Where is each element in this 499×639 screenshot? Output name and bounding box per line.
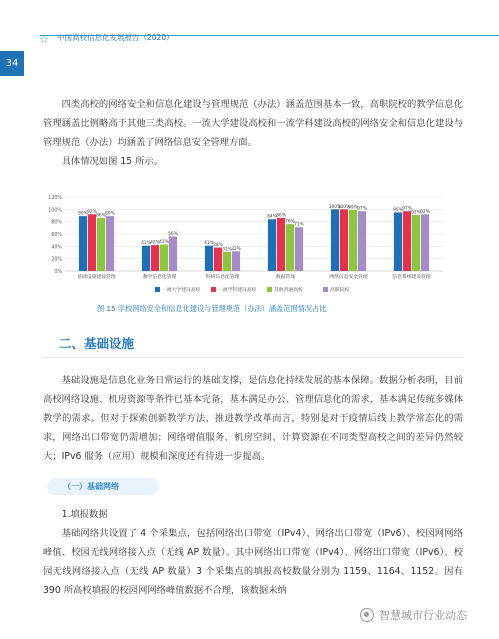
bar: [403, 211, 411, 271]
watermark: [360, 607, 467, 623]
data-label: 84%: [267, 214, 277, 220]
figure-caption: 图 15 学校网络安全和信息化建设与管理规范（办法）涵盖范围情况占比: [97, 304, 327, 313]
bar: [151, 245, 159, 271]
subsection-heading: （一）基础网络: [47, 478, 159, 495]
x-tick-label: 信息系统建设管理: [392, 275, 431, 280]
bar: [169, 236, 177, 271]
bar: [277, 218, 285, 271]
bar: [106, 216, 114, 271]
bar: [223, 252, 231, 271]
bar: [142, 246, 150, 271]
bar: [412, 215, 420, 271]
data-label: 86%: [96, 213, 106, 219]
y-tick-label: 120%: [48, 196, 62, 201]
paragraph-4: 1.填报数据: [61, 509, 108, 520]
data-label: 42%: [150, 240, 160, 246]
section-rule: [43, 357, 463, 358]
section-heading: 二、基础设施: [59, 336, 135, 351]
data-label: 92%: [87, 209, 97, 215]
bar: [79, 216, 87, 271]
data-label: 100%: [337, 204, 351, 210]
bar: [214, 248, 222, 271]
data-label: 43%: [159, 239, 169, 245]
bar: [286, 224, 294, 271]
x-tick-label: 网络信息安全管理: [329, 275, 368, 280]
data-label: 91%: [411, 210, 421, 216]
y-tick-label: 80%: [51, 220, 62, 226]
legend-label: 一流学科建设高校: [218, 288, 257, 293]
chart-svg: [43, 193, 451, 303]
x-tick-label: 基础设施建设管理: [77, 275, 116, 280]
x-tick-label: 教学信息化管理: [142, 275, 177, 280]
legend-label: 其他普通高校: [274, 288, 303, 293]
bar: [232, 251, 240, 271]
data-label: 32%: [231, 246, 241, 252]
y-tick-label: 40%: [51, 245, 62, 251]
x-tick-label: 数据管理: [275, 275, 296, 280]
bar: [295, 227, 303, 271]
data-label: 38%: [213, 243, 223, 249]
data-label: 97%: [357, 206, 367, 212]
paragraph-1: 四类高校的网络安全和信息化建设与管理规范（办法）涵盖范围基本一致，高职院校的教学信息化管理涵盖比例略高于其他三类高校。一流大学建设高校和一流学科建设高校的网络安全和信息化建设与管理规范（办法）均涵盖了网络信息安全管理方面。: [43, 99, 463, 148]
watermark-text: 智慧城市行业动态: [379, 609, 467, 622]
y-tick-label: 100%: [48, 208, 62, 214]
data-label: 86%: [276, 213, 286, 219]
legend-swatch: [267, 287, 272, 292]
data-label: 31%: [222, 247, 232, 253]
page-number: 34: [0, 51, 24, 76]
data-label: 92%: [420, 209, 430, 215]
data-label: 56%: [168, 231, 178, 237]
data-label: 89%: [78, 211, 88, 217]
data-label: 95%: [393, 207, 403, 213]
y-tick-label: 20%: [51, 257, 62, 263]
bar: [205, 246, 213, 271]
data-label: 76%: [285, 219, 295, 225]
paragraph-3: 基础设施是信息化业务日常运行的基础支撑，是信息化持续发展的基本保障。数据分析表明，目前高校网络设施、机房资源等条件已基本完备，基本满足办公、管理信息化的需求，基本满足传统多媒体教学的需求。但对于探索创新教学方法、推进教学改革而言，特别是对于疫情后线上教学常态化的需求，网络出口带宽仍需增加；网络增值服务、机房空间、计算资源在不同类型高校之间的差异仍然较大；IPv6 服务（应用）规模和深度还有待进一步提高。: [43, 375, 463, 462]
bar: [421, 214, 429, 271]
bar: [349, 210, 357, 271]
bar: [340, 209, 348, 271]
data-label: 71%: [294, 222, 304, 228]
paragraph-5: 基础网络共设置了 4 个采集点，包括网络出口带宽（IPv4）、网络出口带宽（IPv6）、校园网网络峰值、校园无线网络接入点（无线 AP 数量）。其中网络出口带宽（IPv4）、网络出口带宽（IPv6）、校园无线网络接入点（无线 AP 数量）3 个采集点的填报高校数量分别为 1159、1164、1152。因有 390 所高校填报的校园网网络峰值数据不合理，该数据未纳: [43, 528, 463, 596]
bar: [160, 244, 168, 271]
paragraph-2: 具体情况如图 15 所示。: [61, 156, 164, 167]
data-label: 41%: [204, 241, 214, 247]
data-label: 89%: [105, 211, 115, 217]
wechat-icon: [360, 608, 374, 622]
bar: [268, 219, 276, 271]
bar: [331, 209, 339, 271]
data-label: 97%: [402, 206, 412, 212]
bar: [358, 211, 366, 271]
star-icon: ☆: [39, 33, 49, 46]
legend-swatch: [323, 287, 328, 292]
legend-label: 高职院校: [330, 288, 350, 293]
data-label: 99%: [348, 205, 358, 211]
bar: [88, 214, 96, 271]
bar: [394, 212, 402, 271]
bar: [97, 218, 105, 271]
legend-swatch: [155, 287, 160, 292]
x-tick-label: 科研信息化管理: [205, 275, 240, 280]
running-header: 中国高校信息化发展报告（2020）: [57, 33, 174, 42]
y-tick-label: 0%: [54, 270, 62, 275]
bar-chart: [43, 193, 451, 303]
data-label: 100%: [328, 204, 342, 210]
legend-label: 一流大学建设高校: [162, 288, 201, 293]
y-tick-label: 60%: [51, 233, 62, 238]
data-label: 41%: [141, 241, 151, 247]
legend-swatch: [211, 287, 216, 292]
